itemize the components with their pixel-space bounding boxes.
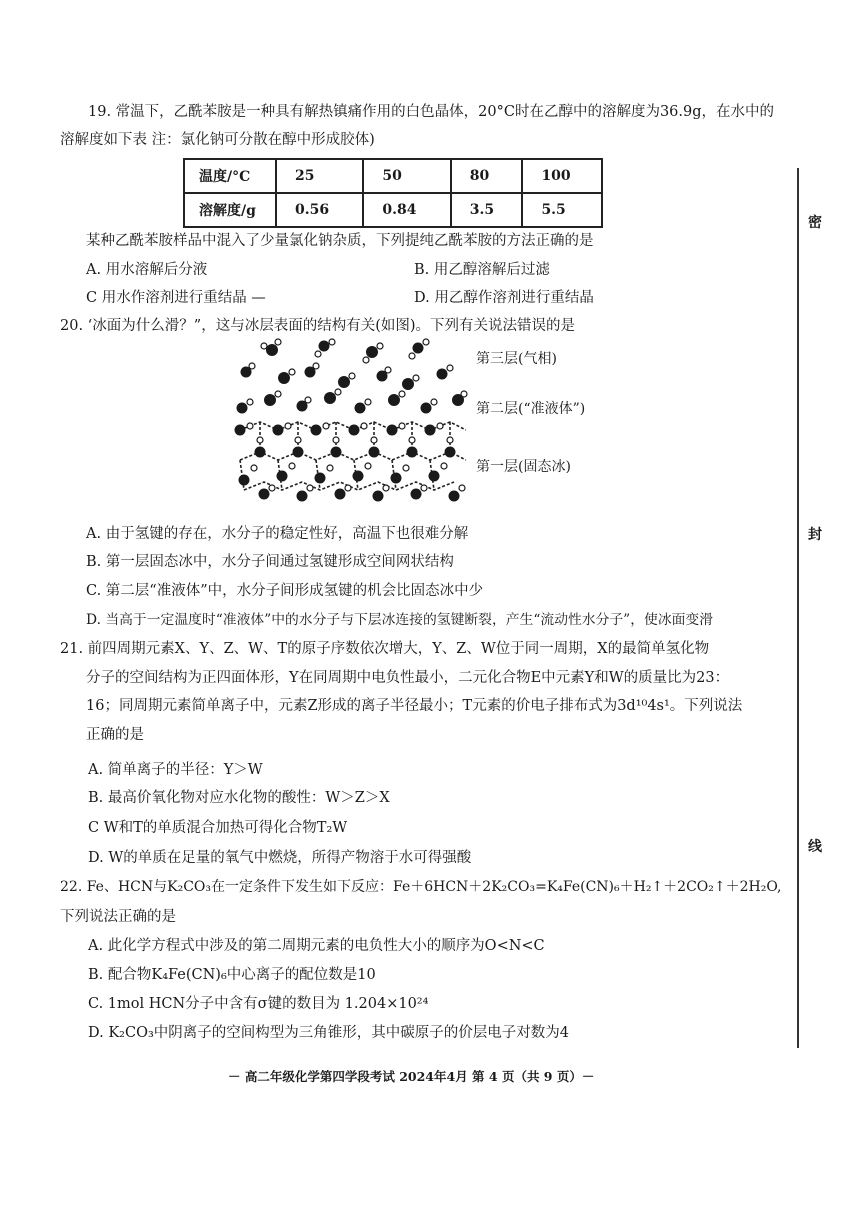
binding-line — [797, 168, 799, 1048]
q20-option-d: D. 当高于一定温度时“准液体”中的水分子与下层冰连接的氢键断裂，产生“流动性水分子”，使冰面变滑 — [86, 612, 714, 628]
table-cell: 0.56 — [276, 193, 363, 227]
q19-stem-line2: 溶解度如下表 注：氯化钠可分散在醇中形成胶体) — [60, 132, 375, 148]
q21-stem-line3: 16；同周期元素简单离子中，元素Z形成的离子半径最小；T元素的价电子排布式为3d¹⁰4s¹。下列说法 — [86, 698, 743, 714]
table-row — [184, 193, 602, 227]
q22-option-b: B. 配合物K₄Fe(CN)₆中心离子的配位数是10 — [88, 967, 376, 983]
q22-option-a: A. 此化学方程式中涉及的第二周期元素的电负性大小的顺序为O<N<C — [88, 938, 545, 954]
q21-option-a: A. 简单离子的半径：Y＞W — [88, 762, 263, 778]
hydrogen-atoms — [247, 339, 467, 491]
q22-stem-line2: 下列说法正确的是 — [60, 909, 176, 925]
table-cell: 温度/°C — [184, 159, 276, 193]
table-row — [184, 159, 602, 193]
figure-label-layer3: 第三层(气相) — [476, 351, 557, 367]
table-cell: 5.5 — [522, 193, 602, 227]
q20-option-a: A. 由于氢键的存在，水分子的稳定性好，高温下也很难分解 — [86, 526, 469, 542]
margin-mark-line: 线 — [808, 839, 822, 855]
q21-stem-line4: 正确的是 — [86, 727, 144, 743]
table-cell: 溶解度/g — [184, 193, 276, 227]
q19-stem-line3: 某种乙酰苯胺样品中混入了少量氯化钠杂质，下列提纯乙酰苯胺的方法正确的是 — [86, 233, 594, 249]
table-cell: 3.5 — [451, 193, 523, 227]
q19-option-d: D. 用乙醇作溶剂进行重结晶 — [414, 290, 594, 306]
q20-stem: 20. ‘冰面为什么滑？”，这与冰层表面的结构有关(如图)。下列有关说法错误的是 — [60, 318, 576, 334]
q19-option-a: A. 用水溶解后分液 — [86, 262, 208, 278]
q20-option-b: B. 第一层固态冰中，水分子间通过氢键形成空间网状结构 — [86, 554, 454, 570]
oxygen-atoms — [235, 341, 465, 502]
q19-option-c: C 用水作溶剂进行重结晶 — — [86, 290, 266, 306]
q22-option-d: D. K₂CO₃中阴离子的空间构型为三角锥形，其中碳原子的价层电子对数为4 — [88, 1025, 569, 1041]
q22-option-c: C. 1mol HCN分子中含有σ键的数目为 1.204×10²⁴ — [88, 996, 429, 1012]
page-footer: － 高二年级化学第四学段考试 2024年4月 第 4 页（共 9 页）－ — [228, 1069, 595, 1084]
margin-mark-seal: 密 — [808, 215, 822, 231]
ice-structure-figure — [232, 338, 472, 508]
table-cell: 100 — [522, 159, 602, 193]
q19-option-b: B. 用乙醇溶解后过滤 — [414, 262, 550, 278]
q20-option-c: C. 第二层“准液体”中，水分子间形成氢键的机会比固态冰中少 — [86, 583, 484, 599]
q21-option-b: B. 最高价氧化物对应水化物的酸性：W＞Z＞X — [88, 790, 390, 806]
margin-mark-envelope: 封 — [808, 527, 822, 543]
table-cell: 50 — [363, 159, 450, 193]
figure-label-layer2: 第二层(“准液体”) — [476, 401, 586, 417]
table-cell: 80 — [451, 159, 523, 193]
table-cell: 25 — [276, 159, 363, 193]
table-cell: 0.84 — [363, 193, 450, 227]
q21-stem-line2: 分子的空间结构为正四面体形，Y在同周期中电负性最小，二元化合物E中元素Y和W的质量比为23： — [86, 670, 730, 686]
figure-label-layer1: 第一层(固态冰) — [476, 459, 571, 475]
q21-stem-line1: 21. 前四周期元素X、Y、Z、W、T的原子序数依次增大，Y、Z、W位于同一周期，X的最简单氢化物 — [60, 641, 710, 657]
q21-option-c: C W和T的单质混合加热可得化合物T₂W — [88, 820, 348, 836]
solubility-table — [183, 158, 603, 228]
q22-stem-line1: 22. Fe、HCN与K₂CO₃在一定条件下发生如下反应：Fe＋6HCN＋2K₂CO₃=K₄Fe(CN)₆＋H₂↑＋2CO₂↑＋2H₂O, — [60, 879, 782, 895]
q19-stem-line1: 19. 常温下，乙酰苯胺是一种具有解热镇痛作用的白色晶体，20°C时在乙醇中的溶解度为36.9g，在水中的 — [88, 104, 775, 120]
q21-option-d: D. W的单质在足量的氧气中燃烧，所得产物溶于水可得强酸 — [88, 850, 472, 866]
